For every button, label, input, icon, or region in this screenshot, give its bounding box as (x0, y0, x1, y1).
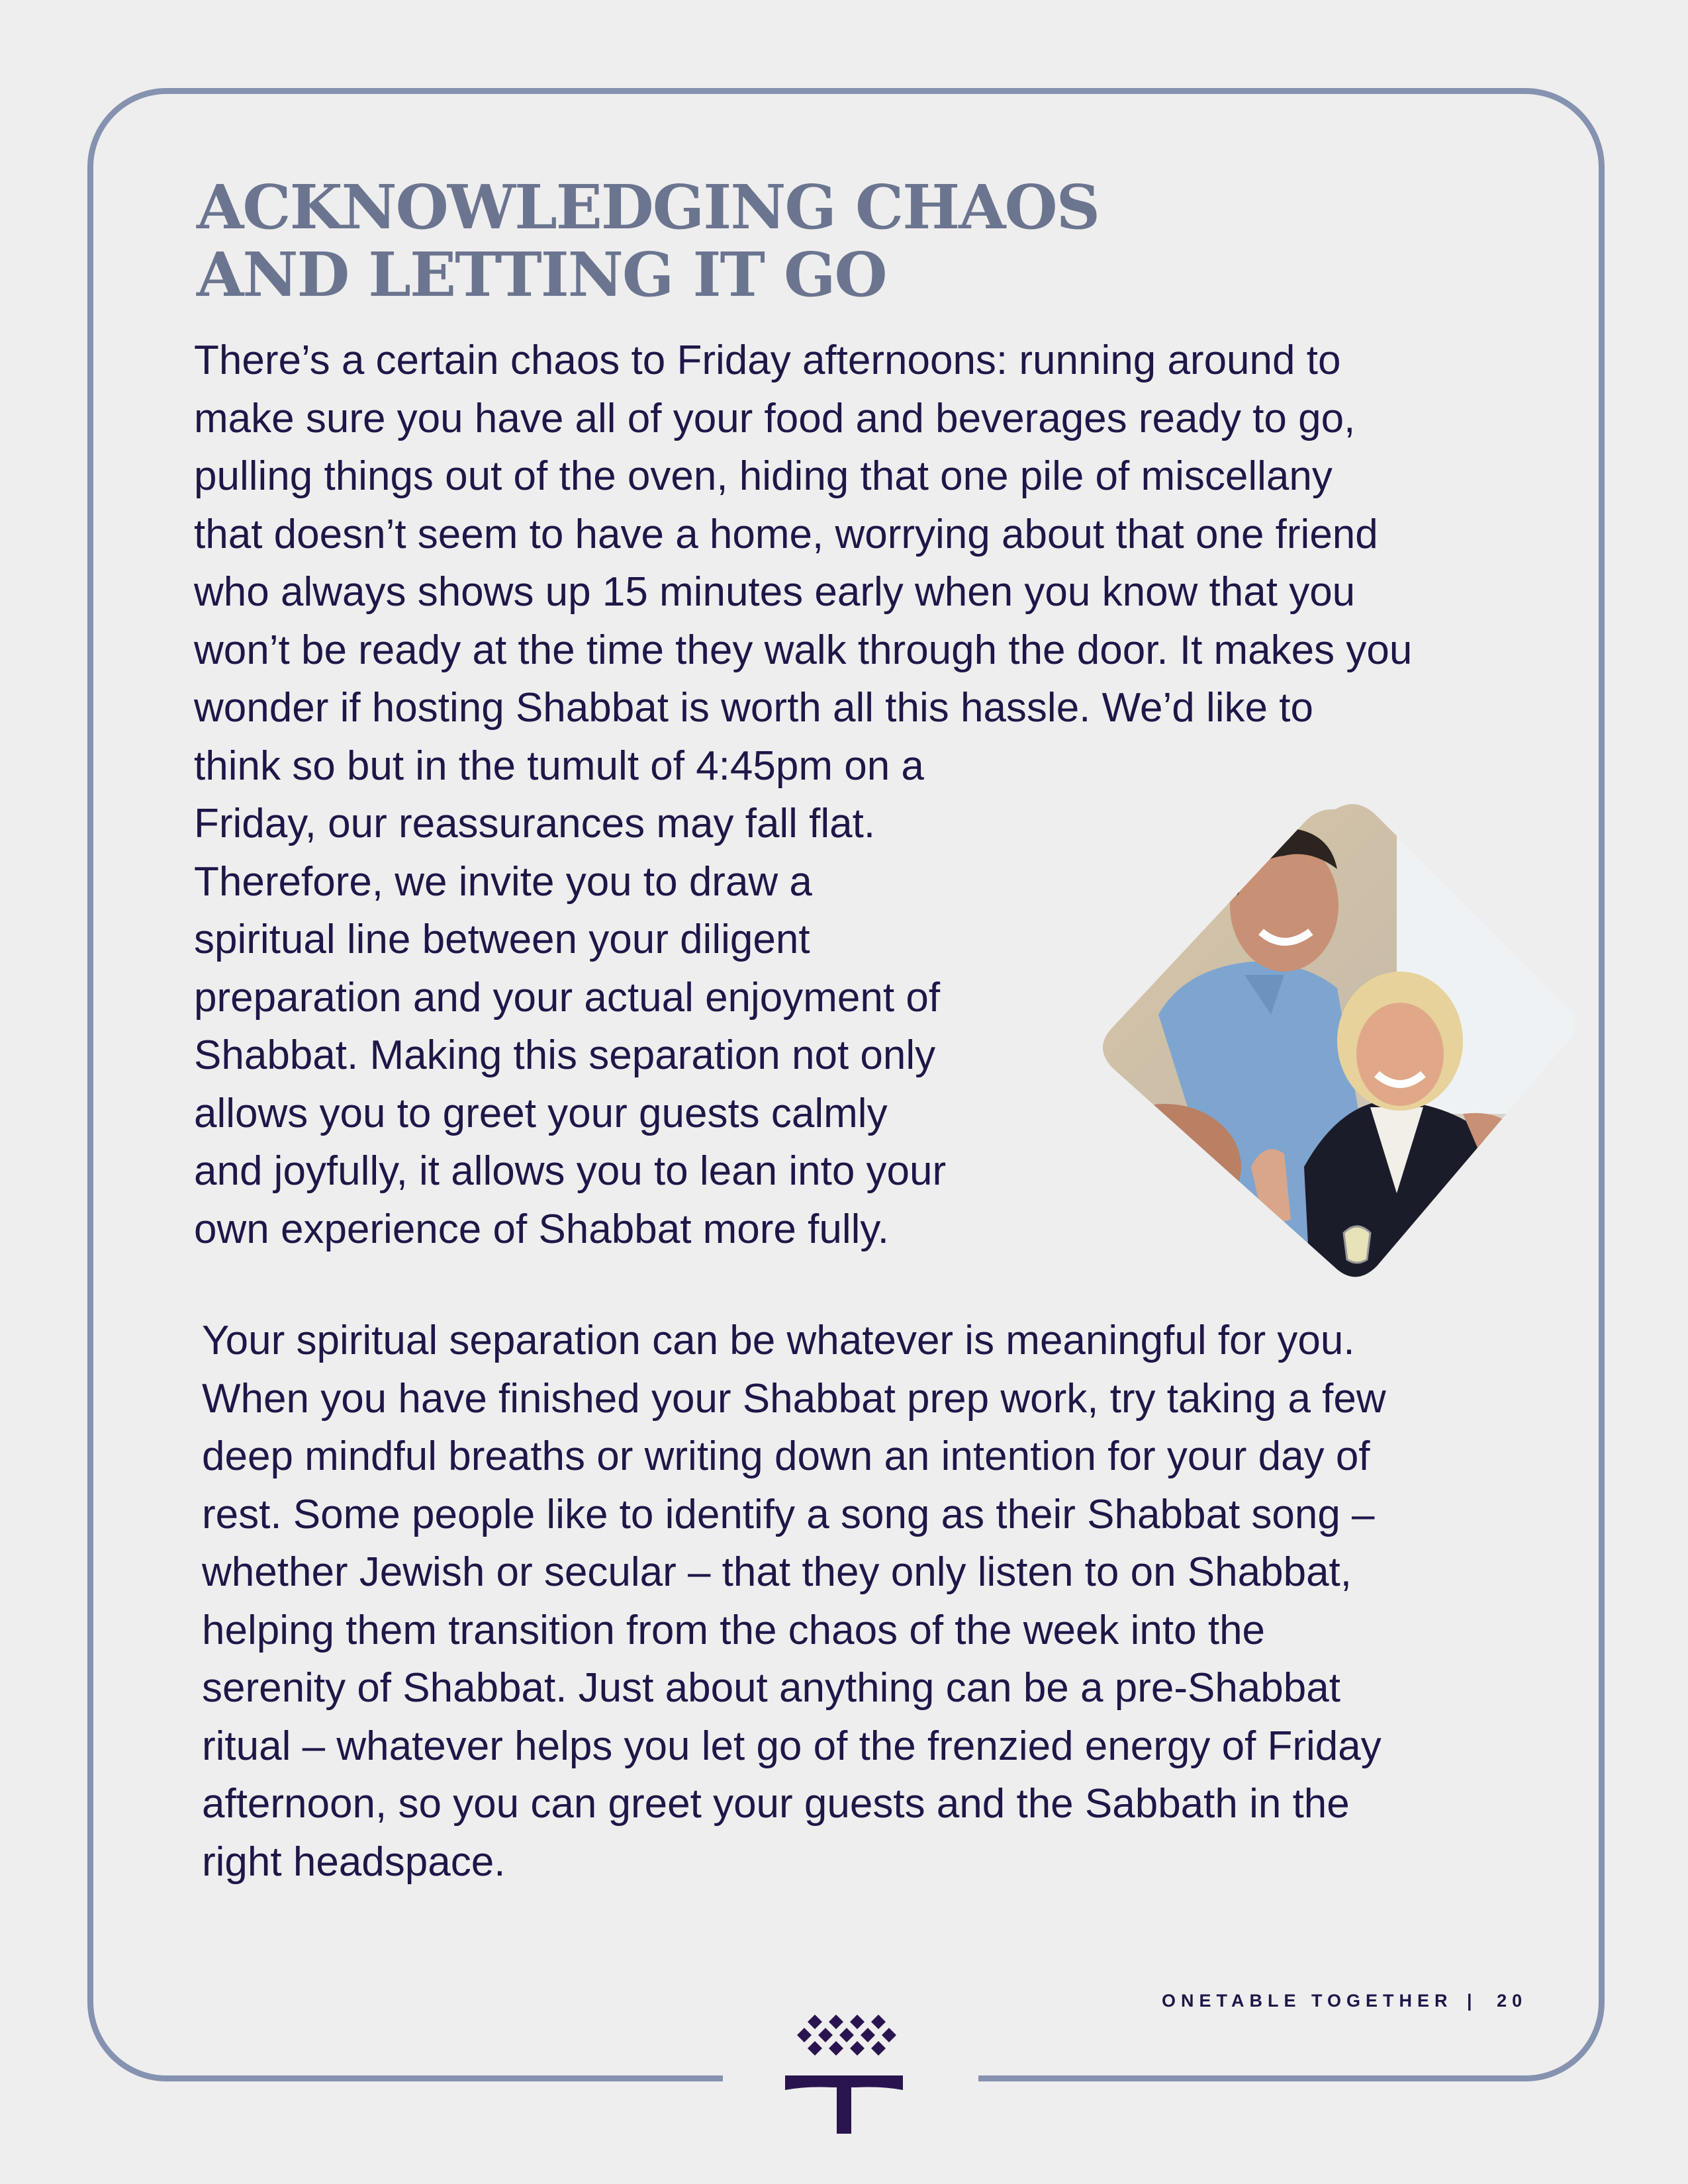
paragraph-line: spiritual line between your diligent (194, 917, 810, 962)
title-line-2: AND LETTING IT GO (197, 239, 886, 310)
paragraph-line: who always shows up 15 minutes early when you know that you (194, 569, 1356, 615)
paragraph-line: and joyfully, it allows you to lean into your (194, 1148, 947, 1194)
paragraph-line: make sure you have all of your food and beverages ready to go, (194, 395, 1356, 441)
page-footer (1162, 1991, 1527, 2011)
paragraph-line: Friday, our reassurances may fall flat. (194, 801, 876, 846)
paragraph-line: When you have finished your Shabbat prep work, try taking a few (202, 1375, 1386, 1422)
paragraph-line: preparation and your actual enjoyment of (194, 974, 941, 1021)
paragraph-line: that doesn’t seem to have a home, worrying about that one friend (194, 511, 1378, 557)
paragraph-line: pulling things out of the oven, hiding that one pile of miscellany (194, 453, 1333, 499)
page-number: 20 (1497, 1991, 1528, 2011)
paragraph-line: afternoon, so you can greet your guests and the Sabbath in the (202, 1781, 1350, 1827)
paragraph-line: think so but in the tumult of 4:45pm on a (194, 743, 924, 789)
paragraph-line: rest. Some people like to identify a song as their Shabbat song – (202, 1491, 1375, 1537)
couple-photo (1086, 796, 1585, 1296)
paragraph-line: own experience of Shabbat more fully. (194, 1206, 890, 1252)
footer-separator: | (1467, 1991, 1477, 2011)
paragraph-line: Shabbat. Making this separation not only (194, 1032, 936, 1078)
paragraph-line: Therefore, we invite you to draw a (194, 858, 812, 905)
footer-brand: ONETABLE TOGETHER (1162, 1991, 1453, 2011)
title-line-1: ACKNOWLEDGING CHAOS (197, 171, 1100, 243)
paragraph-line: ritual – whatever helps you let go of the frenzied energy of Friday (202, 1723, 1382, 1769)
paragraph-line: deep mindful breaths or writing down an intention for your day of (202, 1433, 1370, 1479)
paragraph-line: helping them transition from the chaos of the week into the (202, 1607, 1266, 1653)
paragraph-line: Your spiritual separation can be whatever is meaningful for you. (202, 1318, 1355, 1363)
onetable-logo-icon (782, 2015, 906, 2134)
paragraph-line: There’s a certain chaos to Friday afternoons: running around to (194, 338, 1341, 383)
paragraph-line: wonder if hosting Shabbat is worth all this hassle. We’d like to (194, 685, 1313, 731)
paragraph-line: whether Jewish or secular – that they only listen to on Shabbat, (202, 1549, 1352, 1595)
paragraph-line: won’t be ready at the time they walk through the door. It makes you (194, 627, 1413, 673)
spiritual-separation-paragraph (202, 1312, 1386, 1891)
paragraph-line: right headspace. (202, 1839, 506, 1885)
page-title (197, 173, 1099, 308)
paragraph-line: allows you to greet your guests calmly (194, 1090, 888, 1136)
paragraph-line: serenity of Shabbat. Just about anything can be a pre-Shabbat (202, 1665, 1340, 1711)
